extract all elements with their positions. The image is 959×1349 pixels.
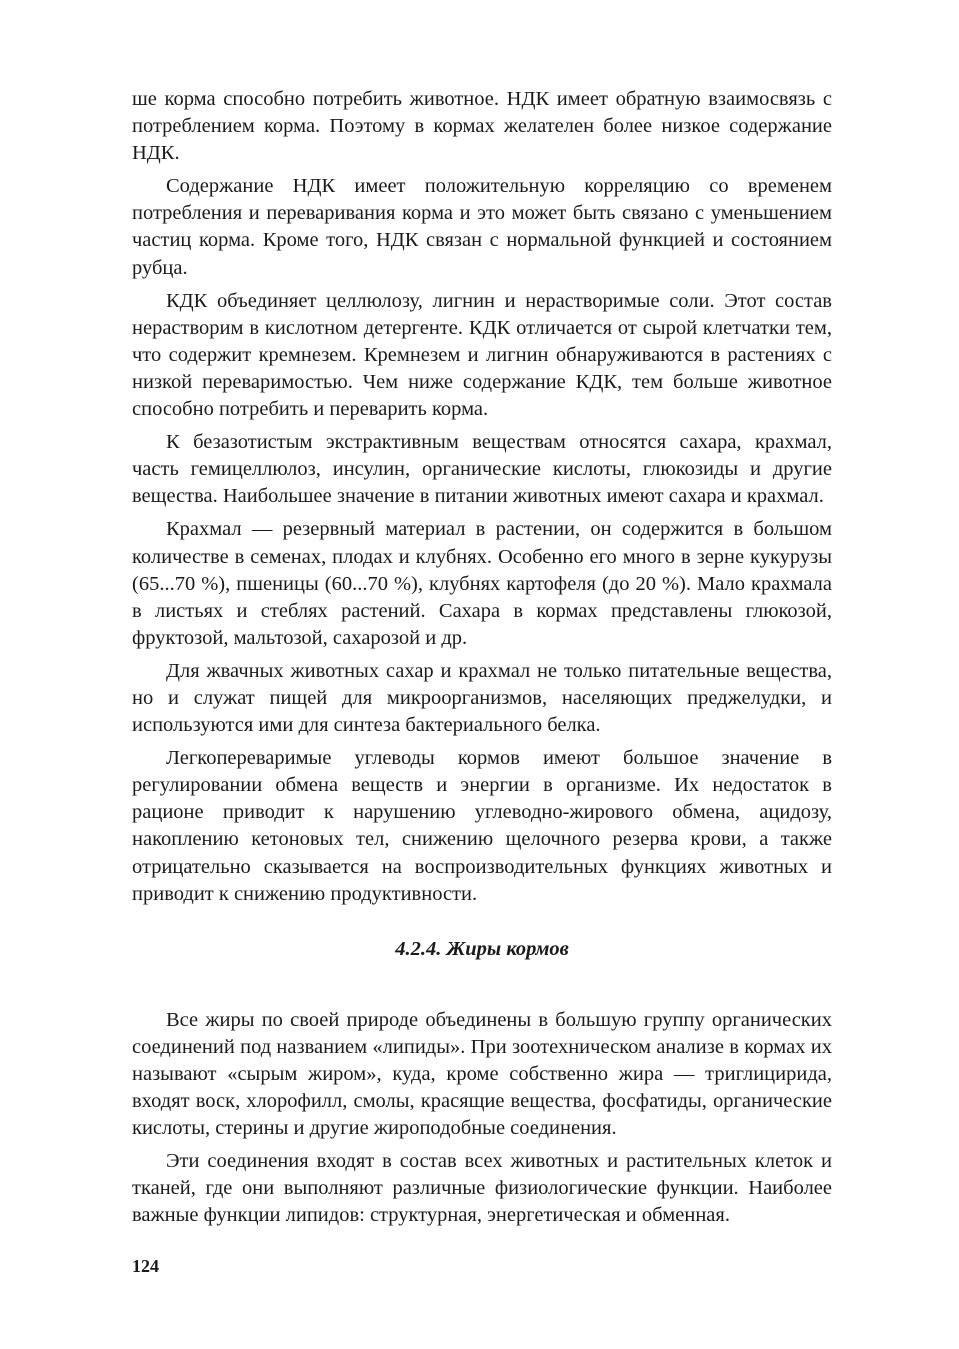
paragraph-starch: Крахмал — резервный материал в растении, он содержится в большом количестве в семенах, плодах и клубнях. Особенно его много в зерне кукурузы (65...70 %), пшеницы (60...70 %), клубнях картофеля (до 20 %). Мало крахмала в листьях и стеблях растений. Сахара в кормах представлены глюкозой, фруктозой, мальтозой, сахарозой и др. [132,518,832,649]
page-body [132,86,832,1235]
paragraph-lipid-functions: Эти соединения входят в состав всех животных и растительных клеток и тканей, где они выполняют различные физиологические функции. Наиболее важные функции липидов: структурная, энергетическая и обменная. [132,1150,832,1227]
paragraph-carbohydrates: Легкопереваримые углеводы кормов имеют большое значение в регулировании обмена веществ и энергии в организме. Их недостаток в рационе приводит к нарушению углеводно-жирового обмена, ацидозу, накоплению кетоновых тел, снижению щелочного резерва крови, а также отрицательно сказывается на воспроизводительных функциях животных и приводит к снижению продуктивности. [132,747,832,905]
paragraph-ruminants: Для жвачных животных сахар и крахмал не только питательные вещества, но и служат пищей для микроорганизмов, населяющих преджелудки, и используются ими для синтеза бактериального белка. [132,659,832,737]
page-number: 124 [132,1256,159,1276]
paragraph-lipids: Все жиры по своей природе объединены в большую группу органических соединений под названием «липиды». При зоотехническом анализе в кормах их называют «сырым жиром», куда, кроме собственно жира — триглицирида, входят воск, хлорофилл, смолы, красящие вещества, фосфатиды, органические кислоты, стерины и другие жироподобные соединения. [132,1008,832,1140]
paragraph-kdk: КДК объединяет целлюлозу, лигнин и нерастворимые соли. Этот состав нерастворим в кислотном детергенте. КДК отличается от сырой клетчатки тем, что содержит кремнезем. Кремнезем и лигнин обнаруживаются в растениях с низкой переваримостью. Чем ниже содержание КДК, тем больше животное способно потребить и переварить корма. [132,289,832,421]
section-heading-fats: 4.2.4. Жиры кормов [395,937,569,960]
paragraph-ndk-intake: ше корма способно потребить животное. НДК имеет обратную взаимосвязь с потреблением корма. Поэтому в кормах желателен более низкое содержание НДК. [132,88,832,165]
paragraph-ndk-correlation: Содержание НДК имеет положительную корреляцию со временем потребления и переваривания корма и это может быть связано с уменьшением частиц корма. Кроме того, НДК связан с нормальной функцией и состоянием рубца. [132,175,832,279]
paragraph-bev: К безазотистым экстрактивным веществам относятся сахара, крахмал, часть гемицеллюлоз, инсулин, органические кислоты, глюкозиды и другие вещества. Наибольшее значение в питании животных имеют сахара и крахмал. [132,431,832,508]
